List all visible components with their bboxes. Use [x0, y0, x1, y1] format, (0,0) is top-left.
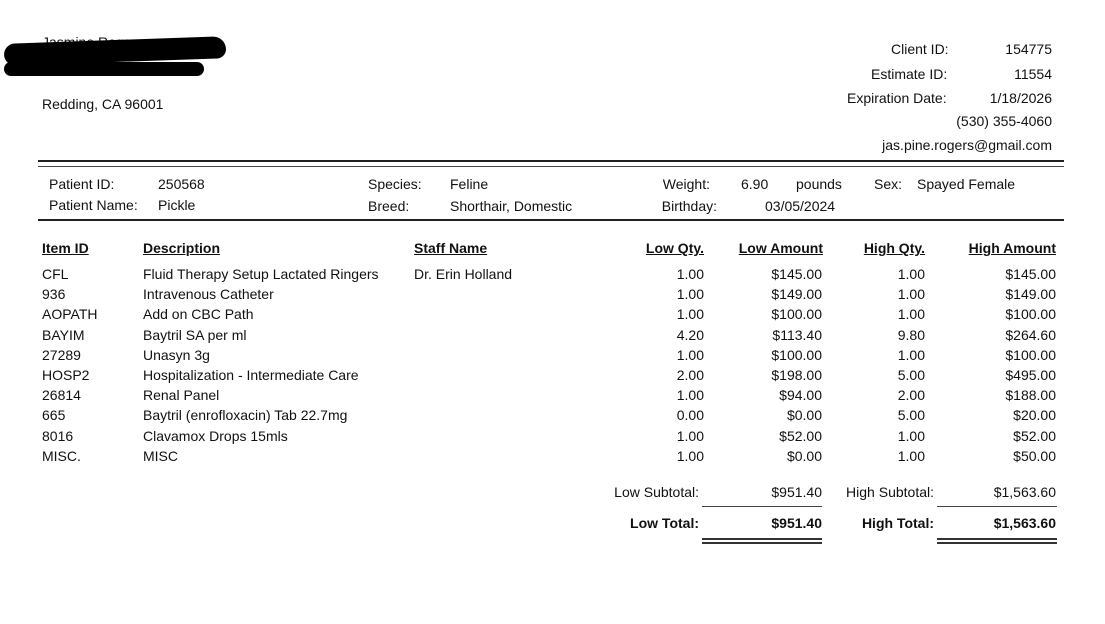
- cell-low-qty: 2.00: [676, 367, 704, 383]
- cell-item-id: CFL: [42, 266, 69, 282]
- cell-low-qty: 1.00: [676, 286, 704, 302]
- cell-high-qty: 1.00: [897, 448, 925, 464]
- cell-description: Baytril (enrofloxacin) Tab 22.7mg: [143, 407, 348, 423]
- birthday-value: 03/05/2024: [765, 198, 836, 214]
- header-high-amount: High Amount: [968, 240, 1056, 256]
- divider: [38, 219, 1064, 221]
- cell-item-id: HOSP2: [42, 367, 90, 383]
- patient-name-label: Patient Name:: [49, 197, 138, 213]
- client-phone: (530) 355-4060: [956, 113, 1052, 129]
- low-subtotal-label: Low Subtotal:: [614, 484, 699, 500]
- cell-item-id: 665: [42, 407, 66, 423]
- cell-low-qty: 0.00: [676, 407, 704, 423]
- cell-low-qty: 1.00: [676, 387, 704, 403]
- cell-high-amount: $100.00: [1005, 347, 1056, 363]
- species-value: Feline: [450, 176, 489, 192]
- low-total-label: Low Total:: [630, 515, 699, 531]
- cell-low-qty: 1.00: [676, 347, 704, 363]
- expiration-value: 1/18/2026: [989, 90, 1052, 106]
- cell-low-qty: 1.00: [676, 448, 704, 464]
- header-low-qty: Low Qty.: [645, 240, 704, 256]
- cell-description: Renal Panel: [143, 387, 220, 403]
- cell-low-amount: $145.00: [771, 266, 822, 282]
- header-item-id: Item ID: [42, 240, 89, 256]
- cell-low-amount: $100.00: [771, 306, 822, 322]
- breed-value: Shorthair, Domestic: [450, 198, 573, 214]
- expiration-label: Expiration Date:: [847, 90, 947, 106]
- cell-item-id: 27289: [42, 347, 81, 363]
- cell-high-qty: 1.00: [897, 306, 925, 322]
- cell-description: Baytril SA per ml: [143, 327, 247, 343]
- header-high-qty: High Qty.: [863, 240, 925, 256]
- cell-description: Add on CBC Path: [143, 306, 254, 322]
- total-double-rule: [702, 538, 822, 544]
- high-subtotal-value: $1,563.60: [993, 484, 1056, 500]
- high-subtotal-label: High Subtotal:: [846, 484, 934, 500]
- client-id-value: 154775: [1005, 41, 1052, 57]
- cell-low-amount: $198.00: [771, 367, 822, 383]
- header-staff-name: Staff Name: [414, 240, 488, 256]
- cell-item-id: MISC.: [42, 448, 81, 464]
- cell-description: Clavamox Drops 15mls: [143, 428, 288, 444]
- weight-label: Weight:: [662, 176, 710, 192]
- cell-high-qty: 1.00: [897, 428, 925, 444]
- low-total-value: $951.40: [771, 515, 822, 531]
- cell-item-id: BAYIM: [42, 327, 85, 343]
- sex-value: Spayed Female: [917, 176, 1016, 192]
- low-subtotal-value: $951.40: [771, 484, 822, 500]
- cell-low-amount: $52.00: [779, 428, 822, 444]
- cell-high-qty: 1.00: [897, 347, 925, 363]
- cell-high-qty: 1.00: [897, 266, 925, 282]
- patient-id-value: 250568: [158, 176, 205, 192]
- high-total-label: High Total:: [861, 515, 934, 531]
- cell-high-amount: $50.00: [1013, 448, 1056, 464]
- cell-description: Hospitalization - Intermediate Care: [143, 367, 359, 383]
- cell-low-qty: 1.00: [676, 306, 704, 322]
- sex-label: Sex:: [874, 176, 903, 192]
- total-double-rule: [937, 538, 1057, 544]
- birthday-label: Birthday:: [661, 198, 717, 214]
- cell-high-amount: $149.00: [1005, 286, 1056, 302]
- client-email: jas.pine.rogers@gmail.com: [882, 137, 1052, 153]
- weight-value: 6.90: [741, 176, 769, 192]
- breed-label: Breed:: [368, 198, 410, 214]
- patient-id-label: Patient ID:: [49, 176, 115, 192]
- cell-low-amount: $149.00: [771, 286, 822, 302]
- client-city: Redding, CA 96001: [42, 96, 164, 112]
- estimate-id-value: 11554: [1014, 66, 1052, 82]
- cell-low-qty: 1.00: [676, 266, 704, 282]
- cell-item-id: 8016: [42, 428, 74, 444]
- species-label: Species:: [368, 176, 422, 192]
- client-id-label: Client ID:: [891, 41, 949, 57]
- cell-high-qty: 5.00: [897, 407, 925, 423]
- cell-high-amount: $495.00: [1005, 367, 1056, 383]
- cell-description: MISC: [143, 448, 178, 464]
- divider: [38, 160, 1064, 162]
- cell-high-amount: $52.00: [1013, 428, 1056, 444]
- cell-high-amount: $100.00: [1005, 306, 1056, 322]
- cell-high-amount: $145.00: [1005, 266, 1056, 282]
- cell-low-amount: $0.00: [786, 448, 822, 464]
- cell-high-qty: 1.00: [897, 286, 925, 302]
- cell-high-qty: 5.00: [897, 367, 925, 383]
- cell-item-id: 26814: [42, 387, 81, 403]
- high-total-value: $1,563.60: [993, 515, 1056, 531]
- redaction-mark: [4, 62, 204, 76]
- cell-low-qty: 1.00: [676, 428, 704, 444]
- weight-unit: pounds: [796, 176, 842, 192]
- cell-description: Unasyn 3g: [143, 347, 210, 363]
- cell-high-qty: 9.80: [897, 327, 925, 343]
- cell-item-id: AOPATH: [42, 306, 98, 322]
- subtotal-rule: [937, 506, 1057, 507]
- cell-high-qty: 2.00: [897, 387, 925, 403]
- cell-description: Intravenous Catheter: [143, 286, 274, 302]
- cell-high-amount: $264.60: [1005, 327, 1056, 343]
- cell-low-amount: $94.00: [779, 387, 822, 403]
- cell-low-amount: $0.00: [786, 407, 822, 423]
- cell-description: Fluid Therapy Setup Lactated Ringers: [143, 266, 379, 282]
- cell-item-id: 936: [42, 286, 66, 302]
- patient-name-value: Pickle: [158, 197, 196, 213]
- cell-low-qty: 4.20: [676, 327, 704, 343]
- header-low-amount: Low Amount: [738, 240, 823, 256]
- cell-low-amount: $100.00: [771, 347, 822, 363]
- cell-high-amount: $20.00: [1013, 407, 1056, 423]
- cell-low-amount: $113.40: [772, 327, 822, 343]
- estimate-id-label: Estimate ID:: [871, 66, 948, 82]
- subtotal-rule: [702, 506, 822, 507]
- divider: [38, 166, 1064, 167]
- cell-high-amount: $188.00: [1005, 387, 1056, 403]
- cell-staff: Dr. Erin Holland: [414, 266, 513, 282]
- header-description: Description: [143, 240, 221, 256]
